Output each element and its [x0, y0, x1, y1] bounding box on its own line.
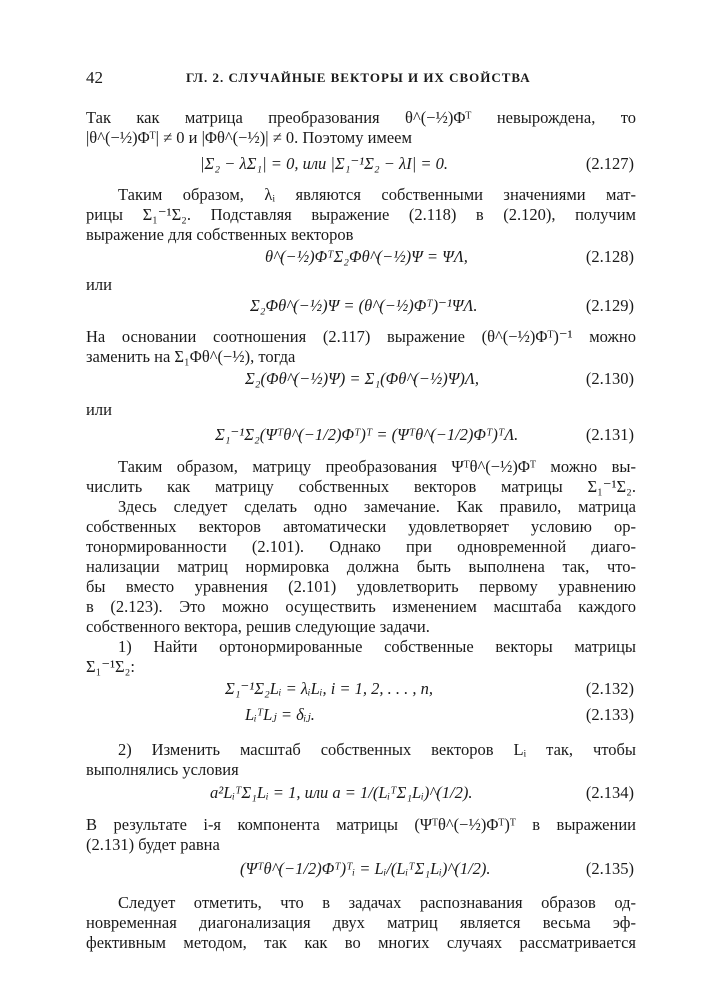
text-line: Здесь следует сделать одно замечание. Как правило, матрица: [118, 497, 636, 516]
text-line: тонормированности (2.101). Однако при одновременной диаго-: [86, 537, 636, 556]
text-line: собственного вектора, решив следующие задачи.: [86, 617, 430, 636]
equation-2-133: LᵢᵀLⱼ = δᵢⱼ.: [245, 705, 315, 724]
equation-number: (2.132): [585, 679, 634, 698]
equation-number: (2.135): [585, 859, 634, 878]
equation-number: (2.129): [585, 296, 634, 315]
text-line: или: [86, 275, 112, 294]
text-line: (2.131) будет равна: [86, 835, 220, 854]
equation-number: (2.131): [585, 425, 634, 444]
text-line: 2) Изменить масштаб собственных векторов Lᵢ так, чтобы: [118, 740, 636, 759]
text-line: |θ^(−½)Φᵀ| ≠ 0 и |Φθ^(−½)| ≠ 0. Поэтому имеем: [86, 128, 412, 147]
equation-2-135: (Ψᵀθ^(−1/2)Φᵀ)ᵀᵢ = Lᵢ/(LᵢᵀΣ₁Lᵢ)^(1/2).: [240, 859, 491, 878]
text-line: в (2.123). Это можно осуществить изменением масштаба каждого: [86, 597, 636, 616]
page-number: 42: [86, 68, 103, 87]
text-line: Σ₁⁻¹Σ₂:: [86, 657, 135, 676]
equation-number: (2.127): [585, 154, 634, 173]
equation-2-128: θ^(−½)ΦᵀΣ₂Φθ^(−½)Ψ = ΨΛ,: [265, 247, 468, 266]
equation-2-127: |Σ₂ − λΣ₁| = 0, или |Σ₁⁻¹Σ₂ − λI| = 0.: [200, 154, 448, 173]
text-line: Таким образом, матрицу преобразования Ψᵀθ^(−½)Φᵀ можно вы-: [118, 457, 636, 476]
page-header: [86, 68, 634, 92]
text-line: числить как матрицу собственных векторов матрицы Σ₁⁻¹Σ₂.: [86, 477, 636, 496]
text-line: В результате i-я компонента матрицы (Ψᵀθ^(−½)Φᵀ)ᵀ в выражении: [86, 815, 636, 834]
equation-number: (2.133): [585, 705, 634, 724]
text-line: На основании соотношения (2.117) выражение (θ^(−½)Φᵀ)⁻¹ можно: [86, 327, 636, 346]
text-line: Следует отметить, что в задачах распознавания образов од-: [118, 893, 636, 912]
equation-number: (2.134): [585, 783, 634, 802]
text-line: рицы Σ₁⁻¹Σ₂. Подставляя выражение (2.118) в (2.120), получим: [86, 205, 636, 224]
running-head: ГЛ. 2. СЛУЧАЙНЫЕ ВЕКТОРЫ И ИХ СВОЙСТВА: [186, 70, 531, 85]
text-line: новременная диагонализация двух матриц является весьма эф-: [86, 913, 636, 932]
text-line: фективным методом, так как во многих случаях рассматривается: [86, 933, 636, 952]
text-line: бы вместо уравнения (2.101) удовлетворить первому уравнению: [86, 577, 636, 596]
text-line: Так как матрица преобразования θ^(−½)Φᵀ невырождена, то: [86, 108, 636, 127]
equation-2-130: Σ₂(Φθ^(−½)Ψ) = Σ₁(Φθ^(−½)Ψ)Λ,: [245, 369, 479, 388]
text-line: или: [86, 400, 112, 419]
equation-2-131: Σ₁⁻¹Σ₂(Ψᵀθ^(−1/2)Φᵀ)ᵀ = (Ψᵀθ^(−1/2)Φᵀ)ᵀΛ.: [215, 425, 519, 444]
text-line: нализации матриц нормировка должна быть выполнена так, что-: [86, 557, 636, 576]
equation-number: (2.130): [585, 369, 634, 388]
text-line: Таким образом, λᵢ являются собственными значениями мат-: [118, 185, 636, 204]
equation-number: (2.128): [585, 247, 634, 266]
equation-2-129: Σ₂Φθ^(−½)Ψ = (θ^(−½)Φᵀ)⁻¹ΨΛ.: [250, 296, 478, 315]
equation-2-134: a²LᵢᵀΣ₁Lᵢ = 1, или a = 1/(LᵢᵀΣ₁Lᵢ)^(1/2).: [210, 783, 473, 802]
text-line: выполнялись условия: [86, 760, 239, 779]
text-line: 1) Найти ортонормированные собственные векторы матрицы: [118, 637, 636, 656]
equation-2-132: Σ₁⁻¹Σ₂Lᵢ = λᵢLᵢ, i = 1, 2, . . . , n,: [225, 679, 434, 698]
text-line: заменить на Σ₁Φθ^(−½), тогда: [86, 347, 296, 366]
text-line: выражение для собственных векторов: [86, 225, 354, 244]
text-line: собственных векторов автоматически удовлетворяет условию ор-: [86, 517, 636, 536]
